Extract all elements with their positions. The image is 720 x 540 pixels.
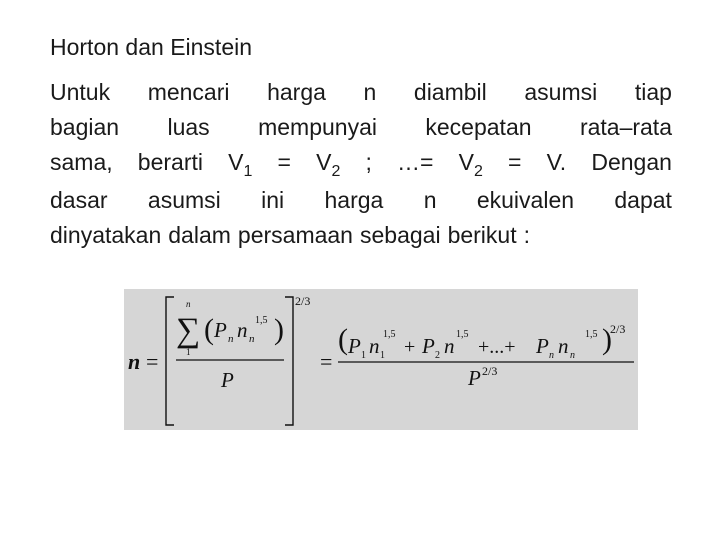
paren-open: ( (204, 313, 214, 346)
word: sama, (50, 149, 113, 175)
rhs-Pn-sub: n (549, 350, 554, 361)
word: berikut (447, 222, 517, 248)
word: mempunyai (258, 114, 377, 140)
word: ini (261, 187, 285, 213)
word: tiap (634, 79, 672, 105)
word: kecepatan (425, 114, 532, 140)
word: asumsi (147, 187, 221, 213)
paragraph-line-3 (50, 145, 672, 183)
rhs-nn-exp: 1,5 (585, 329, 598, 340)
word: Dengan (591, 149, 672, 175)
equals-sign: = (507, 149, 522, 175)
word: dinyatakan (50, 222, 162, 248)
word: diambil (413, 79, 487, 105)
sum-upper-limit: n (186, 299, 191, 309)
paragraph-line-2 (50, 110, 672, 145)
word: mencari (147, 79, 230, 105)
term-P: P (214, 318, 227, 342)
formula-svg (124, 289, 638, 430)
formula-equals-1: = (146, 349, 159, 374)
word: luas (167, 114, 210, 140)
word: n (363, 79, 377, 105)
left-bracket (166, 297, 174, 425)
rhs-P2-sub: 2 (435, 350, 440, 361)
paragraph-line-1 (50, 75, 672, 110)
rhs-P1-sub: 1 (361, 350, 366, 361)
velocity-v2: $V_2$ (316, 149, 341, 180)
rhs-numerator-exp: 2/3 (610, 322, 626, 336)
rhs-plus: + (404, 336, 416, 358)
velocity-v1: $V_1$ (228, 149, 253, 180)
paragraph-line-4 (50, 183, 672, 218)
word: harga (267, 79, 326, 105)
term-n: n (237, 318, 248, 342)
paren-close: ) (274, 313, 284, 346)
formula-equals-2: = (320, 349, 333, 374)
velocity-v2b: $V_2$ (458, 149, 483, 180)
word: dasar (50, 187, 108, 213)
body-paragraph (50, 75, 672, 253)
denominator-P: P (221, 368, 234, 392)
rhs-P1: P (348, 334, 361, 358)
rhs-n1-exp: 1,5 (383, 329, 396, 340)
term-P-sub: n (228, 333, 234, 345)
formula-image (124, 289, 638, 430)
rhs-paren-open: ( (338, 323, 348, 356)
word: Untuk (50, 79, 111, 105)
rhs-nn-sub: n (570, 350, 575, 361)
paragraph-line-5 (50, 218, 672, 253)
rhs-paren-close: ) (602, 323, 612, 356)
word: n (423, 187, 437, 213)
right-bracket (285, 297, 293, 425)
rhs-ellipsis: +...+ (478, 336, 516, 358)
word: rata–rata (579, 114, 672, 140)
word: sebagai (359, 222, 441, 248)
rhs-n1-sub: 1 (380, 350, 385, 361)
rhs-Pn: P (536, 334, 549, 358)
rhs-denominator-P: P (468, 366, 481, 390)
ellipsis-equals: …= (397, 149, 434, 175)
outer-exponent: 2/3 (295, 294, 311, 308)
rhs-n-exp: 1,5 (456, 329, 469, 340)
word: persamaan (237, 222, 353, 248)
word: bagian (50, 114, 120, 140)
rhs-P2: P (422, 334, 435, 358)
word: harga (324, 187, 384, 213)
velocity-v: V. (546, 149, 567, 175)
term-exp: 1,5 (255, 315, 268, 326)
word: asumsi (524, 79, 598, 105)
rhs-n: n (444, 334, 455, 358)
word: berarti (137, 149, 203, 175)
word: ekuivalen (476, 187, 575, 213)
term-n-sub: n (249, 333, 255, 345)
sum-lower-limit: 1 (186, 347, 191, 357)
formula-lhs-n: n (128, 349, 141, 374)
rhs-n1: n (369, 334, 380, 358)
word: : (523, 222, 530, 248)
slide-title: Horton dan Einstein (50, 34, 253, 60)
rhs-denominator-exp: 2/3 (482, 364, 498, 378)
semicolon: ; (365, 149, 372, 175)
rhs-nn: n (558, 334, 569, 358)
word: dapat (614, 187, 672, 213)
equals-sign: = (277, 149, 291, 175)
word: dalam (168, 222, 231, 248)
sigma-symbol: ∑ (176, 312, 201, 349)
